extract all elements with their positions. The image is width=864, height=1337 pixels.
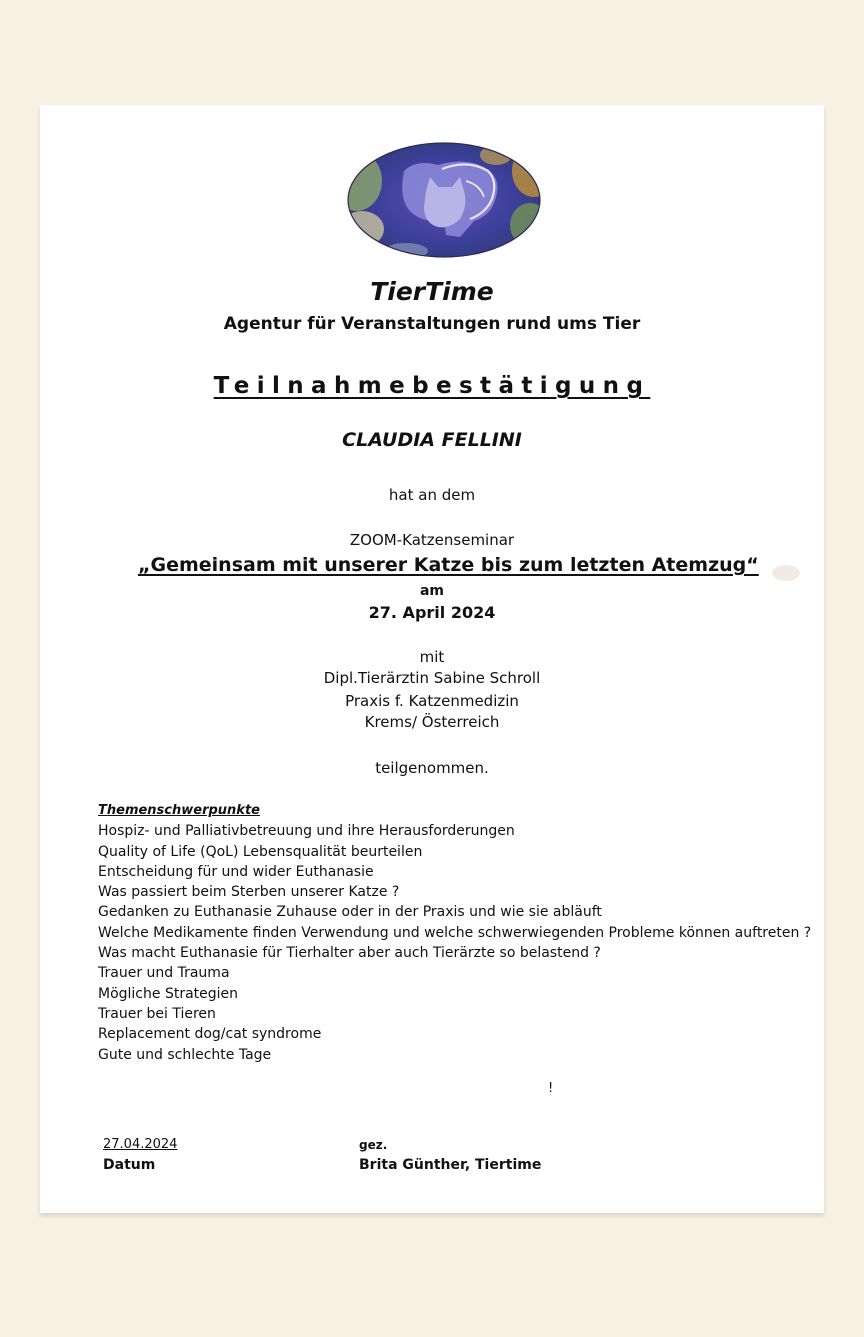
- intro-text: hat an dem: [388, 486, 476, 504]
- brand-name: TierTime: [370, 277, 494, 306]
- topic-item: Welche Medikamente finden Verwendung und welche schwerwiegenden Probleme können auftreten ?: [98, 924, 812, 941]
- speaker-name: Dipl.Tierärztin Sabine Schroll: [323, 669, 541, 687]
- topic-item: Replacement dog/cat syndrome: [98, 1026, 322, 1043]
- paper-smudge: [772, 565, 800, 581]
- topics-section: [98, 801, 818, 1065]
- seminar-title: „Gemeinsam mit unserer Katze bis zum letzten Atemzug“: [138, 554, 759, 576]
- practice-location: Krems/ Österreich: [364, 713, 500, 731]
- topic-item: Trauer und Trauma: [98, 965, 230, 982]
- topic-item: Quality of Life (QoL) Lebensqualität beurteilen: [98, 843, 423, 860]
- signed-prefix: gez.: [359, 1138, 388, 1152]
- seminar-date: 27. April 2024: [368, 603, 496, 622]
- topic-item: Entscheidung für und wider Euthanasie: [98, 863, 374, 880]
- date-prefix: am: [419, 583, 445, 599]
- signature-date: 27.04.2024: [103, 1137, 178, 1152]
- with-text: mit: [419, 648, 445, 666]
- topics-heading: Themenschwerpunkte: [98, 803, 260, 818]
- topic-item: Trauer bei Tieren: [98, 1005, 216, 1022]
- date-label: Datum: [103, 1157, 156, 1173]
- certificate-title: Teilnahmebestätigung: [213, 373, 651, 399]
- seminar-type: ZOOM-Katzenseminar: [349, 531, 515, 549]
- topic-item: Gute und schlechte Tage: [98, 1046, 272, 1063]
- certificate-page: [40, 105, 824, 1213]
- participant-name: CLAUDIA FELLINI: [342, 429, 522, 451]
- topic-item: Was macht Euthanasie für Tierhalter aber auch Tierärzte so belastend ?: [98, 945, 601, 962]
- agency-tagline: Agentur für Veranstaltungen rund ums Tier: [223, 314, 641, 334]
- trailing-mark: !: [548, 1081, 554, 1096]
- topic-item: Was passiert beim Sterben unserer Katze ?: [98, 884, 400, 901]
- signatory-name: Brita Günther, Tiertime: [359, 1157, 542, 1173]
- topic-item: Mögliche Strategien: [98, 985, 239, 1002]
- topic-item: Hospiz- und Palliativbetreuung und ihre Herausforderungen: [98, 823, 515, 840]
- tiertime-logo-icon: [346, 141, 542, 259]
- topic-item: Gedanken zu Euthanasie Zuhause oder in der Praxis und wie sie abläuft: [98, 904, 602, 921]
- attended-text: teilgenommen.: [375, 759, 489, 777]
- practice-name: Praxis f. Katzenmedizin: [345, 692, 519, 710]
